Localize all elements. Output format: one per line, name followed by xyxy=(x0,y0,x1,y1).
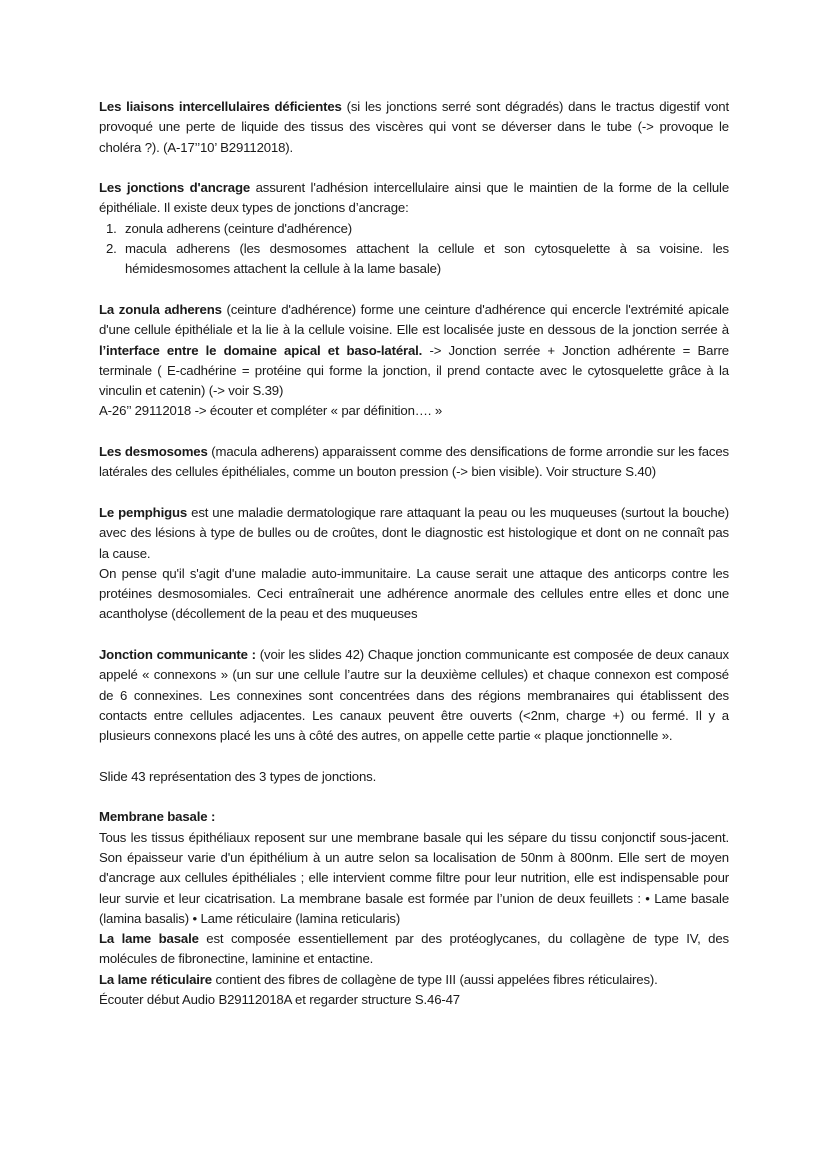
term-desmosomes: Les desmosomes xyxy=(99,444,208,460)
paragraph-pemphigus: Le pemphigus est une maladie dermatologique rare attaquant la peau ou les muqueuses (surtout la bouche) avec des lésions à type de bulles ou de croûtes, dont le diagnostic est histologique et dont on ne connaît pas la cause. On pense qu'il s'agit d'une maladie auto-immunitaire. La cause serait une attaque des anticorps contre les protéines desmosomiales. Ceci entraînerait une adhérence anormale des cellules entre elles et donc une acantholyse (décollement de la peau et des muqueuses xyxy=(99,504,729,622)
paragraph-desmosomes: Les desmosomes (macula adherens) apparaissent comme des densifications de forme arrondie sur les faces latérales des cellules épithéliales, comme un bouton pression (-> bien visible). Voir structure S.40) xyxy=(99,444,729,480)
list-item: 2. macula adherens (les desmosomes attachent la cellule et son cytosquelette à sa voisine. les hémidesmosomes attachent la cellule à la lame basale) xyxy=(106,241,729,277)
list-item: 1. zonula adherens (ceinture d'adhérence) xyxy=(106,220,353,236)
heading-membrane-basale: Membrane basale : xyxy=(99,809,216,825)
term-pemphigus: Le pemphigus xyxy=(99,504,188,520)
document-page xyxy=(99,97,729,1031)
term-liaisons-deficientes: Les liaisons intercellulaires déficientes xyxy=(99,99,342,114)
paragraph-zonula-adherens: La zonula adherens (ceinture d'adhérence) forme une ceinture d'adhérence qui encercle l'extrémité apicale d'une cellule épithéliale et la lie à la cellule voisine. Elle est localisée juste en dessous de la jonction serrée à l’interface entre le domaine apical et baso-latéral. -> Jonction serrée + Jonction adhérente = Barre terminale ( E-cadhérine = protéine qui forme la jonction, il prend contacte avec le cytosquelette grâce à la vinculin et catenin) (-> voir S.39) A-26’’ 29112018 -> écouter et compléter « par définition…. » xyxy=(99,300,729,422)
ancrage-types-list xyxy=(99,219,729,280)
paragraph-jonctions-ancrage: Les jonctions d'ancrage assurent l'adhésion intercellulaire ainsi que le maintien de la forme de la cellule épithéliale. Il existe deux types de jonctions d’ancrage: xyxy=(99,180,730,216)
term-lame-basale: La lame basale xyxy=(99,931,199,947)
term-lame-reticulaire: La lame réticulaire xyxy=(99,971,212,987)
term-jonction-communicante: Jonction communicante : xyxy=(99,647,256,663)
audio-note: Écouter début Audio B29112018A et regarder structure S.46-47 xyxy=(99,992,460,1008)
paragraph-liaisons-deficientes: Les liaisons intercellulaires déficientes (si les jonctions serré sont dégradés) dans le tractus digestif vont provoqué une perte de liquide des tissus des viscères qui vont se déverser dans le tube (-> provoque le choléra ?). (A-17’’10’ B29112018). xyxy=(99,99,730,155)
term-jonctions-ancrage: Les jonctions d'ancrage xyxy=(99,180,251,196)
paragraph-slide-43: Slide 43 représentation des 3 types de jonctions. xyxy=(99,768,377,784)
audio-note: A-26’’ 29112018 -> écouter et compléter « par définition…. » xyxy=(99,403,443,419)
term-interface: l’interface entre le domaine apical et baso-latéral. xyxy=(99,342,423,358)
term-zonula-adherens: La zonula adherens xyxy=(99,301,222,317)
paragraph-jonction-communicante: Jonction communicante : (voir les slides 42) Chaque jonction communicante est composée de deux canaux appelé « connexons » (un sur une cellule l’autre sur la deuxième cellules) et chaque connexon est composé de 6 connexines. Les connexines sont concentrées dans des régions membranaires qui établissent des contacts entre cellules adjacentes. Les canaux peuvent être ouverts (<2nm, charge +) ou fermé. Il y a plusieurs connexons placé les uns à côté des autres, on appelle cette partie « plaque jonctionnelle ». xyxy=(99,647,729,744)
paragraph-membrane-basale: Membrane basale : Tous les tissus épithéliaux reposent sur une membrane basale qui les sépare du tissu conjonctif sous-jacent. Son épaisseur varie d'un épithélium à un autre selon sa localisation de 50nm à 800nm. Elle sert de moyen d'ancrage aux cellules épithéliales ; elle intervient comme filtre pour leur nutrition, elle est indispensable pour leur survie et leur cicatrisation. La membrane basale est formée par l’union de deux feuillets : • Lame basale (lamina basalis) • Lame réticulaire (lamina reticularis) La lame basale est composée essentiellement par des protéoglycanes, du collagène de type IV, des molécules de fibronectine, laminine et entactine. La lame réticulaire contient des fibres de collagène de type III (aussi appelées fibres réticulaires). Écouter début Audio B29112018A et regarder structure S.46-47 xyxy=(99,807,729,1010)
